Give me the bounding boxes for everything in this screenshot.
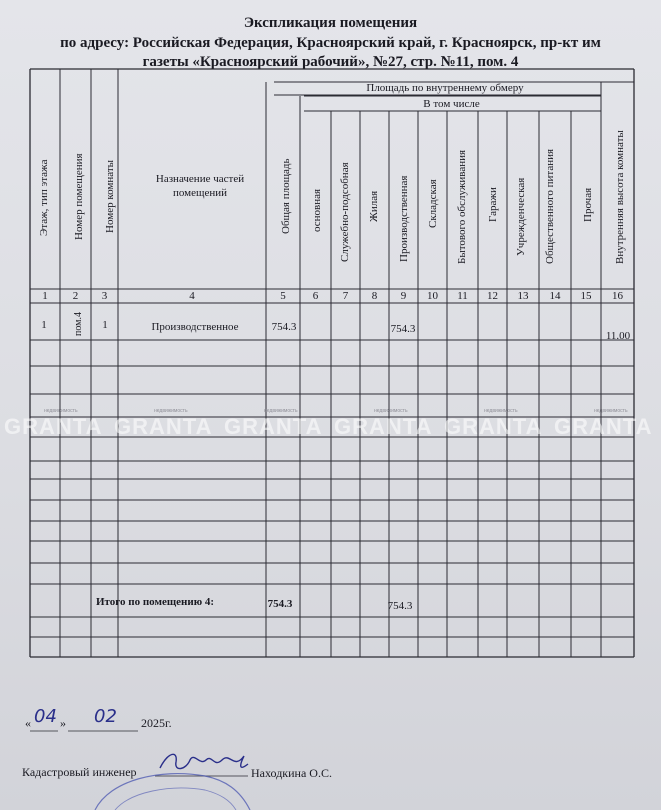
row1-purpose: Производственное: [151, 321, 239, 333]
header-garages: Гаражи: [487, 187, 499, 222]
header-room-number: Номер помещения: [73, 153, 85, 240]
header-catering: Общественного питания: [544, 148, 556, 264]
header-height: Внутренняя высота комнаты: [614, 130, 626, 264]
column-number-7: 7: [342, 290, 349, 302]
row1-production-area: 754.3: [390, 323, 416, 335]
header-main: основная: [311, 188, 323, 232]
column-number-9: 9: [400, 290, 407, 302]
watermark-small-4: недвижимость: [374, 408, 408, 414]
watermark-small-2: недвижимость: [154, 408, 188, 414]
column-number-11: 11: [457, 290, 468, 302]
watermark-text-3: GRANTA: [224, 414, 323, 439]
row1-part: 1: [102, 319, 108, 331]
watermark-text-1: GRANTA: [4, 414, 103, 439]
stamp-arc-inner: [115, 788, 236, 810]
watermark-small-6: недвижимость: [594, 408, 628, 414]
address-line-2: газеты «Красноярский рабочий», №27, стр. №11, пом. 4: [142, 54, 519, 70]
header-other: Прочая: [582, 187, 594, 222]
date-year: 2025г.: [141, 716, 172, 730]
row1-room: пом.4: [73, 312, 84, 336]
header-including: В том числе: [423, 98, 480, 110]
total-label: Итого по помещению 4:: [95, 596, 215, 608]
row1-height: 11.00: [605, 330, 631, 342]
header-service: Служебно-подсобная: [339, 162, 351, 262]
header-household: Бытового обслуживания: [456, 149, 468, 264]
column-number-13: 13: [517, 290, 529, 302]
watermark-text-2: GRANTA: [114, 414, 213, 439]
header-total-area: Общая площадь: [280, 158, 292, 234]
row1-floor: 1: [41, 319, 47, 331]
column-number-14: 14: [549, 290, 561, 302]
watermark-small-5: недвижимость: [484, 408, 518, 414]
date-day: 04: [34, 706, 57, 727]
address-line-1: по адресу: Российская Федерация, Красноярский край, г. Красноярск, пр-кт им: [60, 35, 601, 51]
engineer-label: Кадастровый инженер: [22, 765, 137, 779]
watermark-text-5: GRANTA: [444, 414, 543, 439]
watermark-small-3: недвижимость: [264, 408, 298, 414]
watermark-small-1: недвижимость: [44, 408, 78, 414]
date-open-quote: «: [25, 716, 31, 730]
watermark-text-6: GRANTA: [554, 414, 653, 439]
stamp-arc: [95, 774, 250, 810]
signature: [160, 754, 248, 768]
column-number-8: 8: [371, 290, 378, 302]
watermark-text-4: GRANTA: [334, 414, 433, 439]
column-number-2: 2: [72, 290, 79, 302]
column-number-1: 1: [42, 290, 48, 302]
date-close-quote: »: [60, 716, 66, 730]
column-number-10: 10: [427, 290, 438, 302]
date-month: 02: [94, 706, 117, 727]
column-number-4: 4: [189, 290, 195, 302]
column-number-15: 15: [580, 290, 592, 302]
column-number-16: 16: [612, 290, 623, 302]
row1-total-area: 754.3: [271, 321, 297, 333]
header-purpose: Назначение частей помещений: [155, 173, 245, 199]
document-title: Экспликация помещения: [243, 15, 418, 31]
column-number-5: 5: [280, 290, 286, 302]
header-institutional: Учрежденческая: [515, 177, 527, 256]
column-number-6: 6: [312, 290, 319, 302]
column-number-12: 12: [487, 290, 498, 302]
header-living: Жилая: [368, 190, 380, 222]
engineer-name: Находкина О.С.: [251, 766, 332, 780]
column-number-3: 3: [101, 290, 108, 302]
header-area-group: Площадь по внутреннему обмеру: [366, 82, 524, 94]
total-area: 754.3: [267, 598, 293, 610]
header-warehouse: Складская: [427, 179, 439, 228]
header-production: Производственная: [398, 175, 410, 262]
header-part-number: Номер комнаты: [104, 159, 116, 233]
total-production-area: 754.3: [387, 600, 413, 612]
header-floor: Этаж, тип этажа: [38, 159, 50, 236]
